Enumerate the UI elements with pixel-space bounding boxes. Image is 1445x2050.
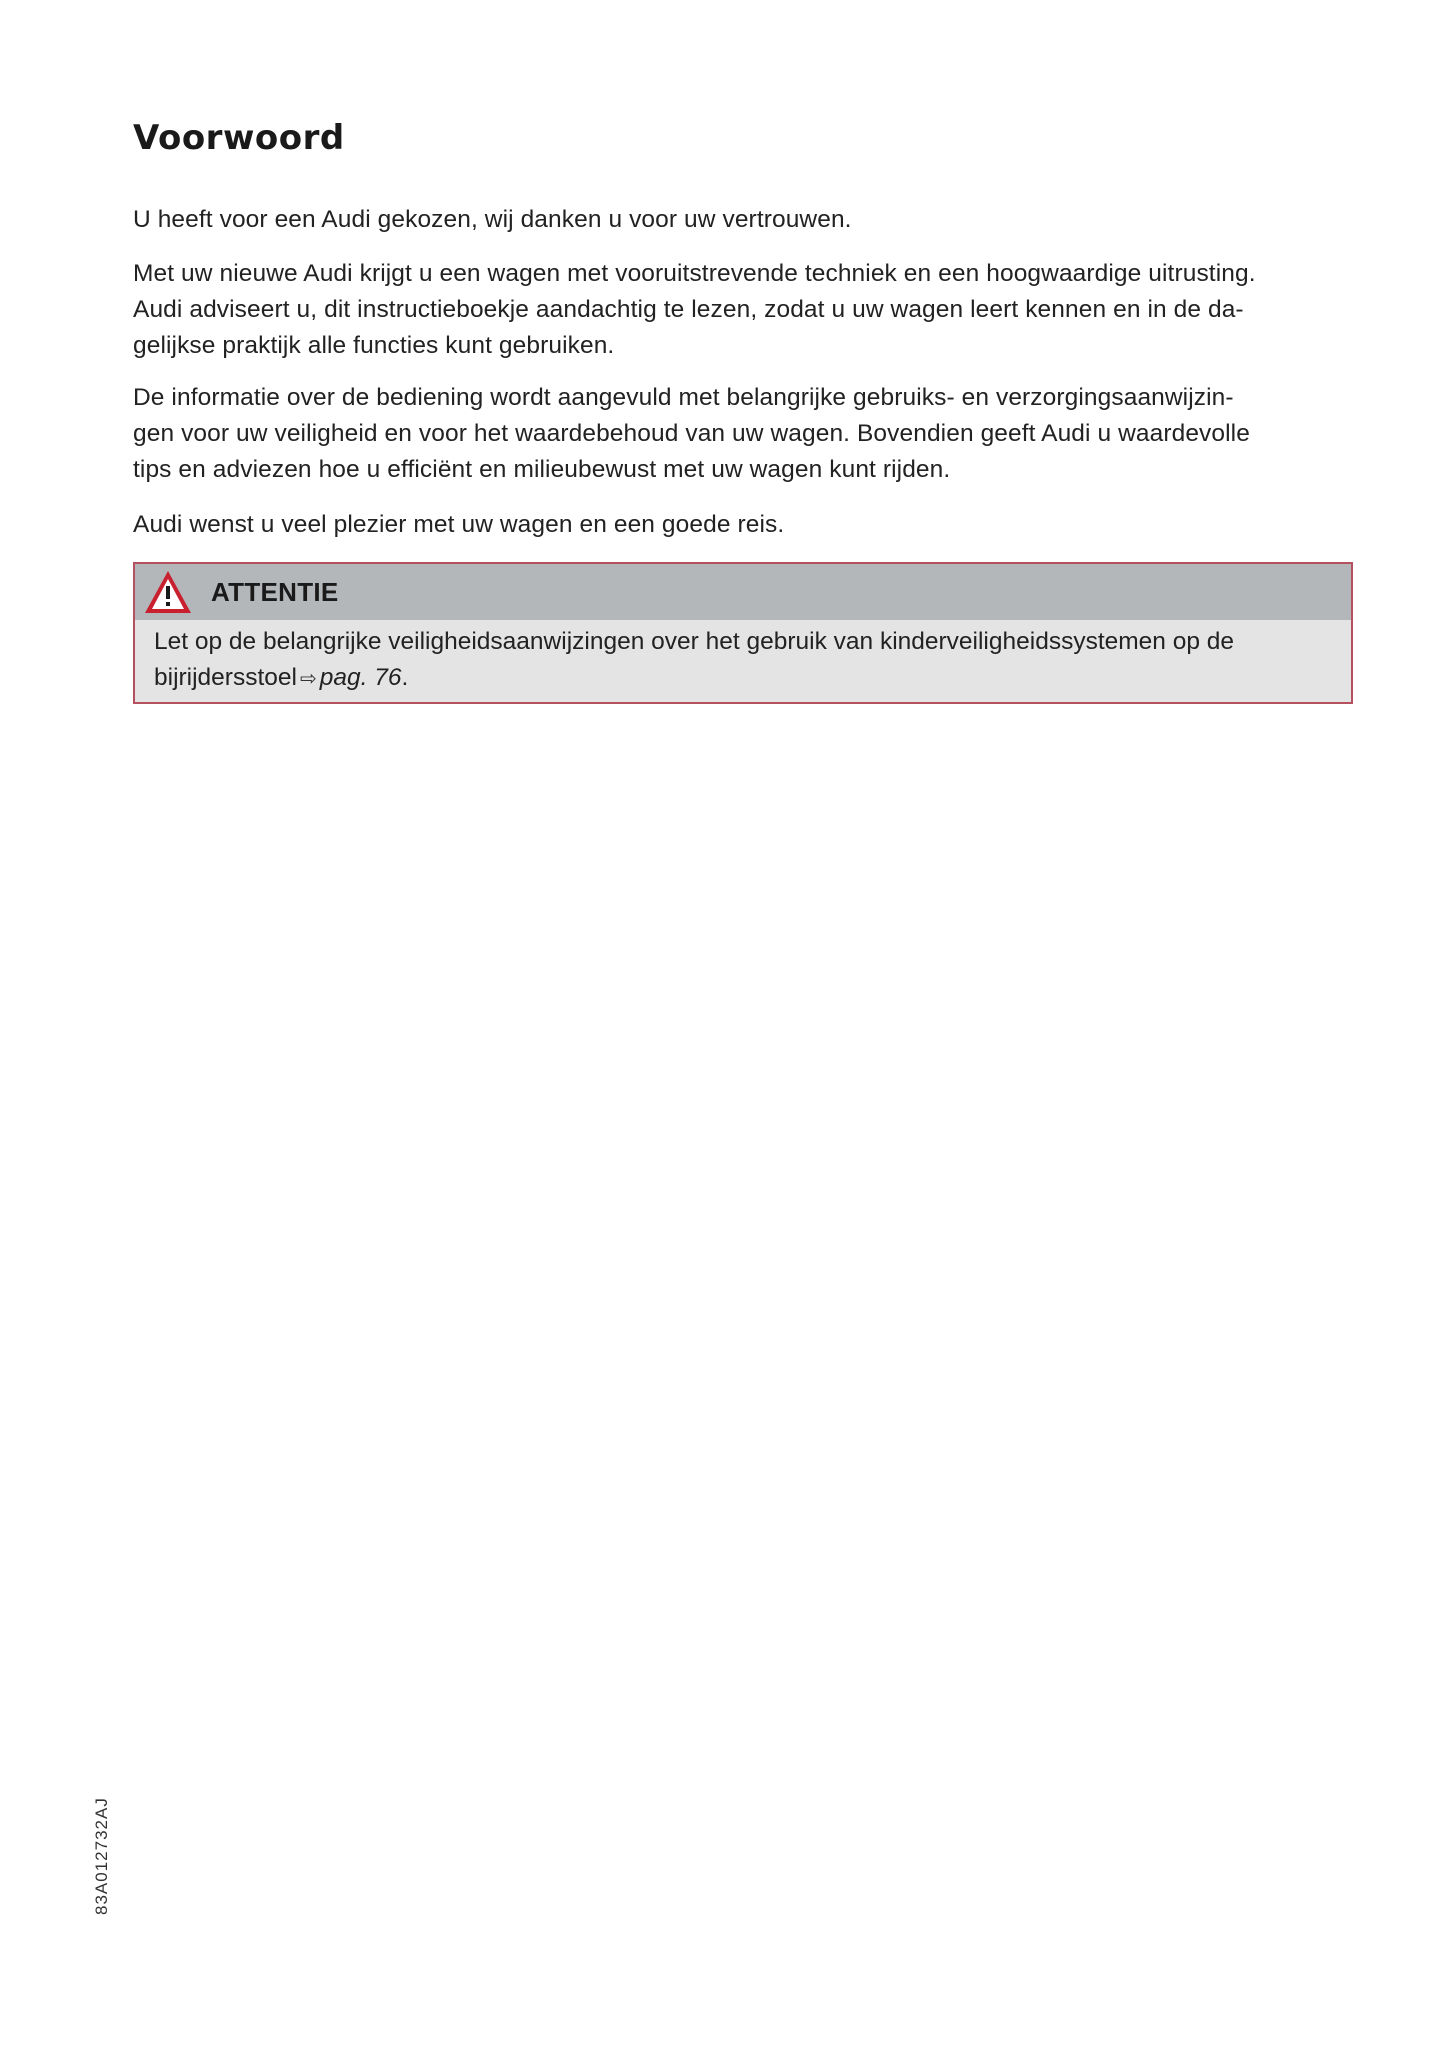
closing-paragraph — [133, 507, 1363, 543]
attention-text: bijrijdersstoel — [154, 664, 297, 691]
text-line: Audi wenst u veel plezier met uw wagen en een goede reis. — [133, 511, 785, 538]
text-line: tips en adviezen hoe u efficiënt en milieubewust met uw wagen kunt rijden. — [133, 456, 951, 483]
text-line: Audi adviseert u, dit instructieboekje aandachtig te lezen, zodat u uw wagen leert kennen en in de da- — [133, 296, 1244, 323]
attention-header — [135, 564, 1351, 620]
audi-advice-paragraph — [133, 256, 1363, 364]
text-line: De informatie over de bediening wordt aangevuld met belangrijke gebruiks- en verzorgingsaanwijzin- — [133, 384, 1234, 411]
warning-triangle-icon — [143, 569, 193, 615]
text-line: Met uw nieuwe Audi krijgt u een wagen met vooruitstrevende techniek en een hoogwaardige uitrusting. — [133, 260, 1256, 287]
text-line: gelijkse praktijk alle functies kunt gebruiken. — [133, 332, 615, 359]
attention-box — [133, 562, 1353, 704]
attention-body — [135, 620, 1351, 697]
attention-text-line: Let op de belangrijke veiligheidsaanwijzingen over het gebruik van kinderveiligheidssystemen op de — [154, 628, 1235, 655]
information-paragraph — [133, 380, 1363, 488]
text-line: U heeft voor een Audi gekozen, wij danken u voor uw vertrouwen. — [133, 206, 852, 233]
page-reference-link[interactable]: pag. 76 — [319, 664, 402, 691]
attention-text-line — [154, 660, 1351, 697]
page-title: Voorwoord — [133, 118, 345, 158]
reference-arrow-icon: ⇨ — [299, 668, 317, 690]
attention-title: ATTENTIE — [211, 577, 339, 607]
intro-paragraph — [133, 202, 1363, 238]
sentence-end: . — [401, 664, 409, 691]
document-code: 83A012732AJ — [92, 1797, 111, 1915]
text-line: gen voor uw veiligheid en voor het waardebehoud van uw wagen. Bovendien geeft Audi u waardevolle — [133, 420, 1250, 447]
